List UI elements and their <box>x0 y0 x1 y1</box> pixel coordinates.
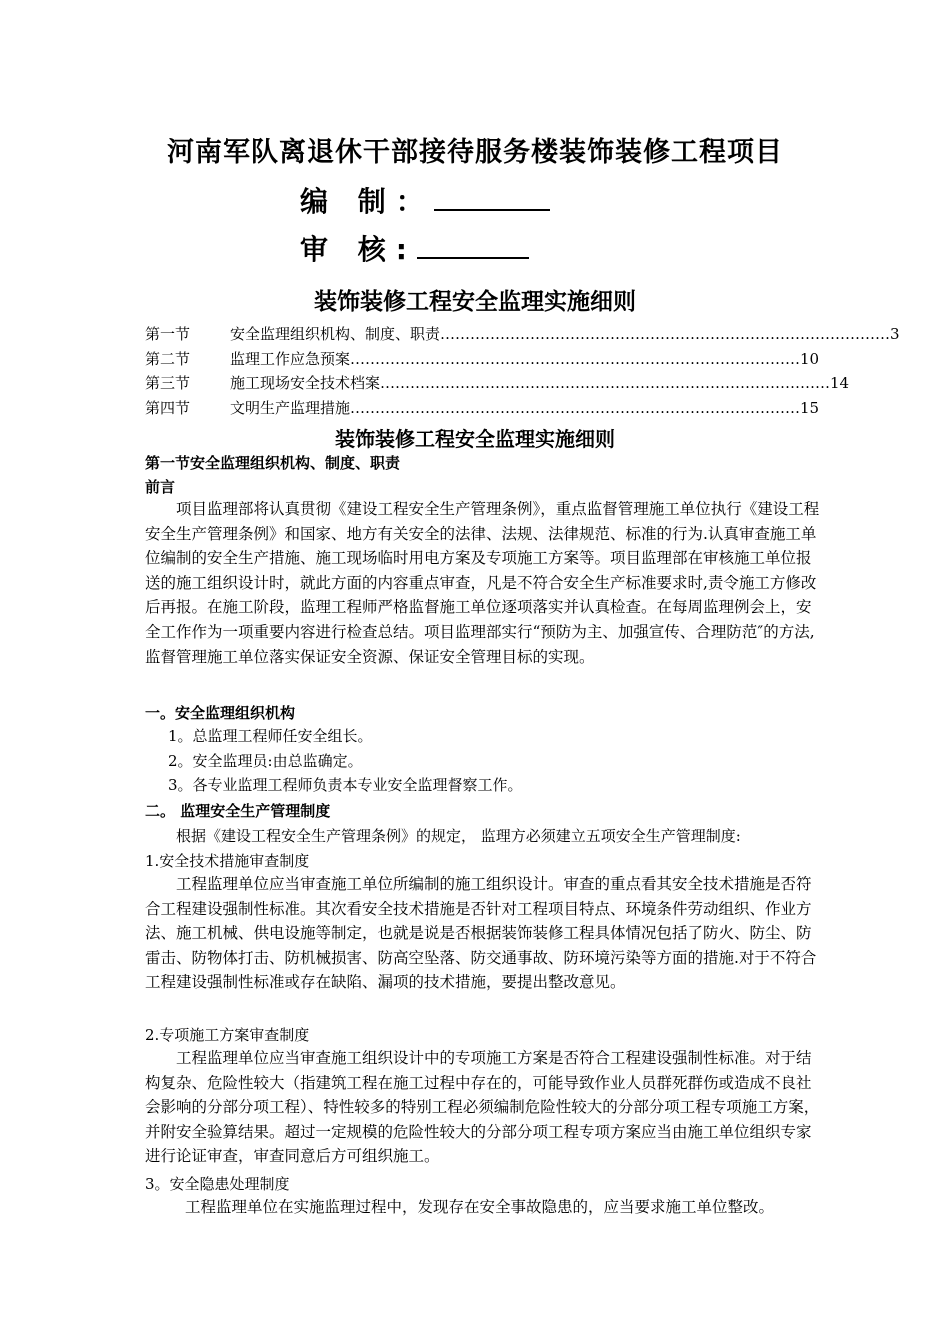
compile-label: 编 制： <box>300 185 434 218</box>
toc-title: 安全监理组织机构、制度、职责 <box>230 325 441 343</box>
org-heading: 一。安全监理组织机构 <box>145 704 296 722</box>
toc-leader: ……………………………………………………………………………… <box>380 374 831 392</box>
toc-page: 15 <box>800 398 820 417</box>
review-label: 审 核: <box>300 233 417 266</box>
toc-leader: ……………………………………………………………………………… <box>350 349 801 368</box>
toc-entry[interactable] <box>145 347 820 372</box>
toc-leader: ……………………………………………………………………………… <box>350 398 801 417</box>
toc-section: 第四节 <box>145 398 191 417</box>
toc-entry[interactable] <box>145 396 820 421</box>
toc-leader: ……………………………………………………………………………… <box>440 325 891 343</box>
compile-signature-line <box>434 183 550 211</box>
toc-section: 第一节 <box>145 325 191 343</box>
toc-page: 3 <box>890 325 900 343</box>
item3-heading: 3。安全隐患处理制度 <box>145 1175 290 1193</box>
toc-entry[interactable] <box>145 322 900 347</box>
table-of-contents <box>145 322 900 420</box>
org-item: 3。各专业监理工程师负责本专业安全监理督察工作。 <box>168 776 523 794</box>
item1-paragraph: 工程监理单位应当审查施工单位所编制的施工组织设计。审查的重点看其安全技术措施是否符合工程建设强制性标准。其次看安全技术措施是否针对工程项目特点、环境条件劳动组织、作业方法、施工机械、供电设施等制定，也就是说是否根据装饰装修工程具体情况包括了防火、防尘、防雷击、防物体打击、防机械损害、防高空坠落、防交通事故、防环境污染等方面的措施.对于不符合工程建设强制性标准或存在缺陷、漏项的技术措施，要提出整改意见。 <box>145 875 817 992</box>
item2-heading: 2.专项施工方案审查制度 <box>145 1026 310 1044</box>
section-heading: 第一节安全监理组织机构、制度、职责 <box>145 454 401 472</box>
item2-paragraph: 工程监理单位应当审查施工组织设计中的专项施工方案是否符合工程建设强制性标准。对于结构复杂、危险性较大（指建筑工程在施工过程中存在的，可能导致作业人员群死群伤或造成不良社会影响的分部分项工程）、特性较多的特别工程必须编制危险性较大的分部分项工程专项施工方案，并附安全验算结果。超过一定规模的危险性较大的分部分项工程专项方案应当由施工单位组织专家进行论证审查，审查同意后方可组织施工。 <box>145 1049 820 1166</box>
preface-heading: 前言 <box>145 478 176 496</box>
project-title: 河南军队离退休干部接待服务楼装饰装修工程项目 <box>167 137 783 168</box>
toc-page: 14 <box>830 374 850 392</box>
review-row <box>300 228 529 268</box>
toc-title: 施工现场安全技术档案 <box>230 374 381 392</box>
org-item: 1。总监理工程师任安全组长。 <box>168 727 373 745</box>
preface-paragraph: 项目监理部将认真贯彻《建设工程安全生产管理条例》，重点监督管理施工单位执行《建设工程安全生产管理条例》和国家、地方有关安全的法律、法规、法律规范、标准的行为.认真审查施工单位编制的安全生产措施、施工现场临时用电方案及专项施工方案等。项目监理部在审核施工单位报送的施工组织设计时，就此方面的内容重点审查，凡是不符合安全生产标准要求时,责令施工方修改后再报。在施工阶段，监理工程师严格监督施工单位逐项落实并认真检查。在每周监理例会上，安全工作作为一项重要内容进行检查总结。项目监理部实行“预防为主、加强宣传、合理防范″的方法,监督管理施工单位落实保证安全资源、保证安全管理目标的实现。 <box>145 500 820 666</box>
doc-title: 装饰装修工程安全监理实施细则 <box>314 289 636 315</box>
org-item: 2。安全监理员:由总监确定。 <box>168 752 363 770</box>
review-signature-line <box>417 231 529 259</box>
item3-paragraph: 工程监理单位在实施监理过程中，发现存在安全事故隐患的，应当要求施工单位整改。 <box>185 1198 775 1216</box>
toc-page: 10 <box>800 349 820 368</box>
item1-heading: 1.安全技术措施审查制度 <box>145 852 310 870</box>
toc-section: 第二节 <box>145 349 191 368</box>
toc-entry[interactable] <box>145 371 850 396</box>
compile-row <box>300 180 550 220</box>
toc-section: 第三节 <box>145 374 191 392</box>
body-title: 装饰装修工程安全监理实施细则 <box>335 427 615 451</box>
toc-title: 监理工作应急预案 <box>230 349 351 368</box>
system-intro: 根据《建设工程安全生产管理条例》的规定， 监理方必须建立五项安全生产管理制度: <box>176 827 741 845</box>
toc-title: 文明生产监理措施 <box>230 398 351 417</box>
system-heading: 二。 监理安全生产管理制度 <box>145 802 331 820</box>
